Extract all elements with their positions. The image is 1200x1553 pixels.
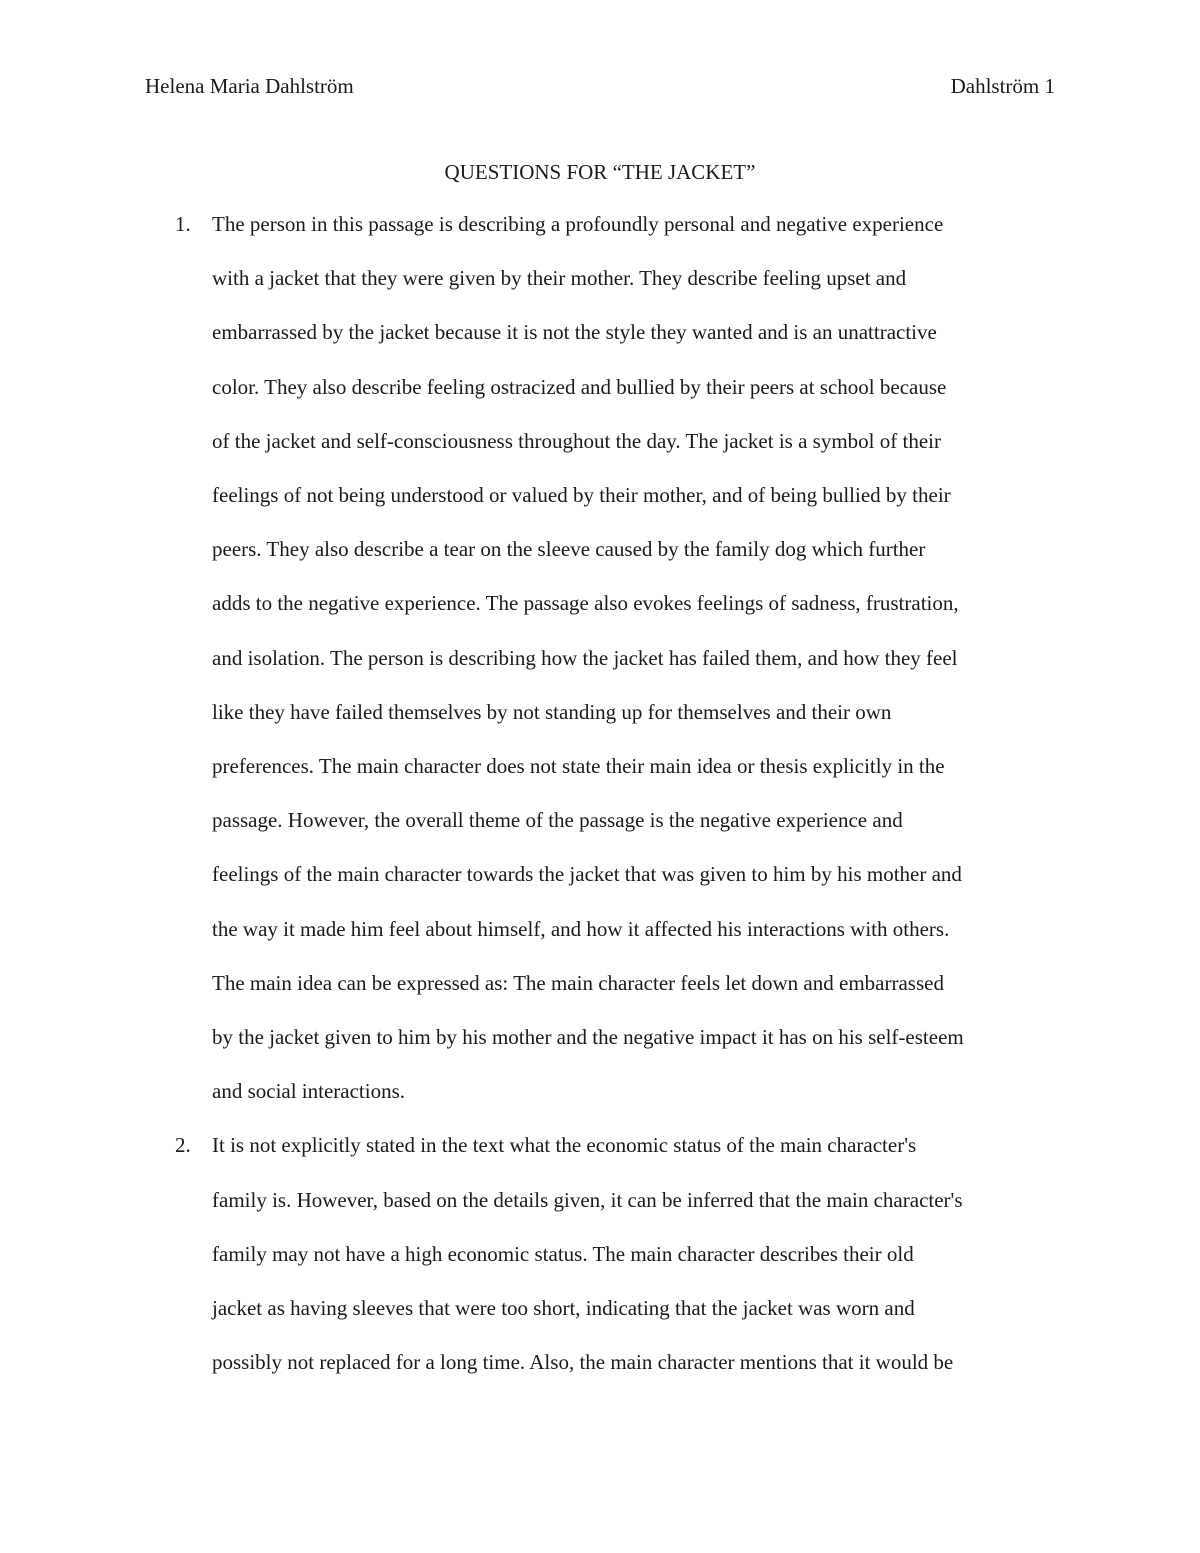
paragraph-line: The person in this passage is describing a profoundly personal and negative experience <box>212 212 944 236</box>
question-number: 2. <box>175 1133 191 1158</box>
question-number: 1. <box>175 212 191 236</box>
document-title: QUESTIONS FOR “THE JACKET” <box>444 160 756 184</box>
page-number-header: Dahlström 1 <box>950 74 1055 98</box>
paragraph-line: the way it made him feel about himself, and how it affected his interactions with others. <box>212 916 950 941</box>
question-list <box>145 197 1057 1389</box>
paragraph-line: jacket as having sleeves that were too short, indicating that the jacket was worn and <box>212 1296 915 1321</box>
paragraph-line: like they have failed themselves by not standing up for themselves and their own <box>212 699 892 724</box>
paragraph-line: feelings of the main character towards the jacket that was given to him by his mother and <box>212 862 962 887</box>
paragraph-line: passage. However, the overall theme of the passage is the negative experience and <box>212 808 903 833</box>
paragraph-line: The main idea can be expressed as: The main character feels let down and embarrassed <box>212 970 944 995</box>
paragraph-line: and isolation. The person is describing how the jacket has failed them, and how they feel <box>212 645 958 670</box>
paragraph-line: and social interactions. <box>212 1079 406 1104</box>
paragraph-line: peers. They also describe a tear on the sleeve caused by the family dog which further <box>212 537 926 562</box>
author-name: Helena Maria Dahlström <box>145 74 354 98</box>
paragraph-line: feelings of not being understood or valued by their mother, and of being bullied by their <box>212 483 951 508</box>
paragraph-line: It is not explicitly stated in the text what the economic status of the main character's <box>212 1133 917 1158</box>
paragraph-line: color. They also describe feeling ostracized and bullied by their peers at school because <box>212 374 947 399</box>
paragraph-line: family is. However, based on the details given, it can be inferred that the main character's <box>212 1187 963 1212</box>
paragraph-line: adds to the negative experience. The passage also evokes feelings of sadness, frustration, <box>212 591 959 616</box>
paragraph-line: embarrassed by the jacket because it is not the style they wanted and is an unattractive <box>212 320 937 345</box>
paragraph-line: by the jacket given to him by his mother and the negative impact it has on his self-esteem <box>212 1025 964 1050</box>
question-item <box>145 197 1057 1118</box>
paragraph-line: possibly not replaced for a long time. Also, the main character mentions that it would be <box>212 1350 954 1375</box>
paragraph-line: family may not have a high economic status. The main character describes their old <box>212 1241 914 1266</box>
paragraph-line: preferences. The main character does not state their main idea or thesis explicitly in the <box>212 754 945 779</box>
paragraph-line: with a jacket that they were given by their mother. They describe feeling upset and <box>212 266 907 291</box>
paragraph-line: of the jacket and self-consciousness throughout the day. The jacket is a symbol of their <box>212 428 941 453</box>
question-item <box>145 1118 1057 1389</box>
